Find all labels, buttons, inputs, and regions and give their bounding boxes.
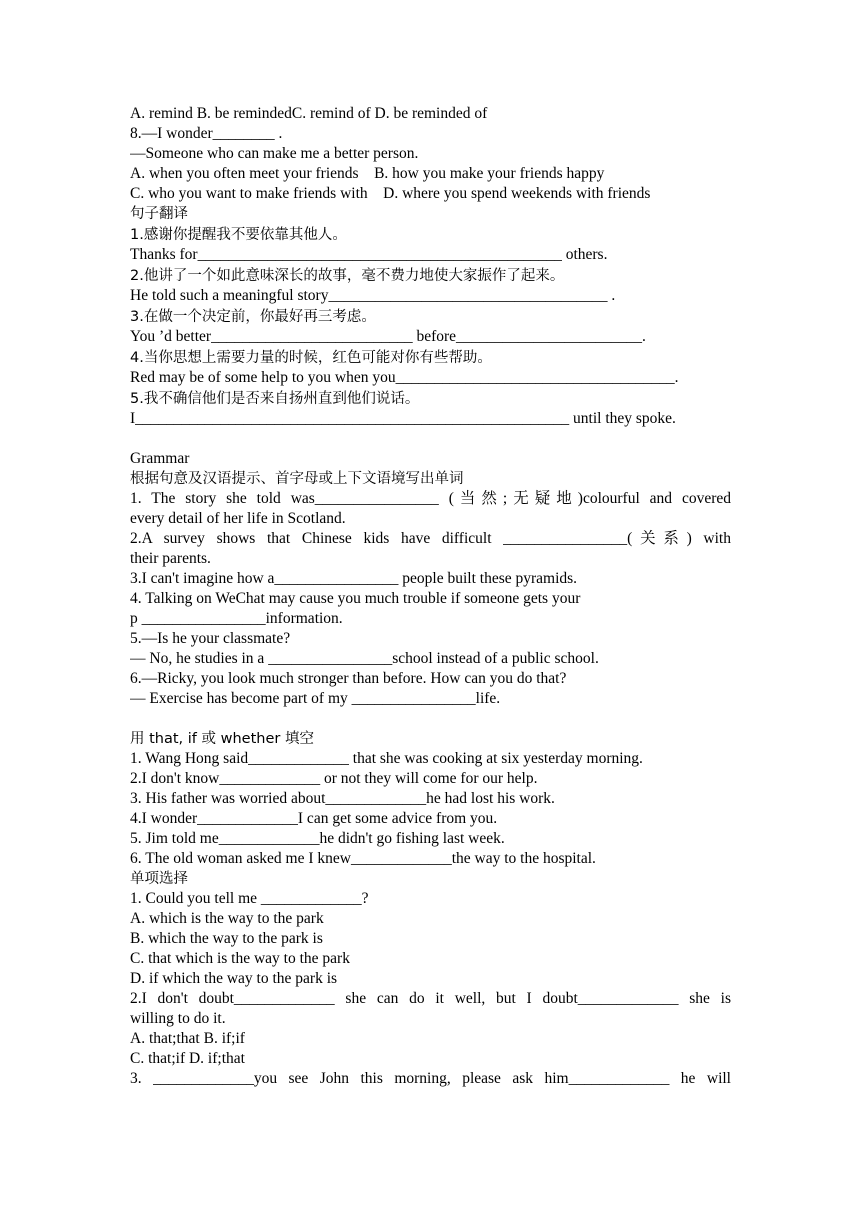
option-line: C. that;if D. if;that xyxy=(130,1050,245,1067)
option-line: D. if which the way to the park is xyxy=(130,970,338,987)
chinese-prompt: 5.我不确信他们是否来自扬州直到他们说话。 xyxy=(130,391,420,407)
question-line: 3.I can't imagine how a________________ people built these pyramids. xyxy=(130,570,578,587)
option-line: A. when you often meet your friends B. how you make your friends happy xyxy=(130,165,605,182)
question-line: 3. _____________you see John this morning, please ask him_____________ he will xyxy=(130,1070,731,1087)
fill-blank-line: You ’d better__________________________ before________________________. xyxy=(130,328,646,345)
fill-blank-line: He told such a meaningful story____________________________________ . xyxy=(130,287,616,304)
blank-spacer xyxy=(130,429,731,449)
option-line: B. which the way to the park is xyxy=(130,930,323,947)
question-line: 3. His father was worried about_____________he had lost his work. xyxy=(130,790,555,807)
question-line: 1. The story she told was________________ (当然;无疑地)colourful and covered xyxy=(130,490,731,507)
option-line: C. that which is the way to the park xyxy=(130,950,350,967)
fill-blank-line: I________________________________________________________ until they spoke. xyxy=(130,410,676,427)
question-line: 8.—I wonder________ . xyxy=(130,125,283,142)
question-line: p ________________information. xyxy=(130,610,343,627)
section-heading: Grammar xyxy=(130,450,190,467)
option-line: A. remind B. be remindedC. remind of D. be reminded of xyxy=(130,105,488,122)
question-line: 2.I don't doubt_____________ she can do it well, but I doubt_____________ she is xyxy=(130,990,731,1007)
chinese-prompt: 3.在做一个决定前，你最好再三考虑。 xyxy=(130,309,376,325)
option-line: A. that;that B. if;if xyxy=(130,1030,245,1047)
answer-line: —Someone who can make me a better person. xyxy=(130,145,419,162)
section-heading: 用 that, if 或 whether 填空 xyxy=(130,731,314,747)
question-line: 4. Talking on WeChat may cause you much trouble if someone gets your xyxy=(130,590,581,607)
section-heading: 句子翻译 xyxy=(130,206,188,222)
question-line: 1. Wang Hong said_____________ that she was cooking at six yesterday morning. xyxy=(130,750,643,767)
question-line: willing to do it. xyxy=(130,1010,226,1027)
worksheet-body xyxy=(130,104,731,1089)
question-line: 1. Could you tell me _____________? xyxy=(130,890,369,907)
question-line: 6.—Ricky, you look much stronger than before. How can you do that? xyxy=(130,670,567,687)
question-line: every detail of her life in Scotland. xyxy=(130,510,346,527)
question-line: 4.I wonder_____________I can get some advice from you. xyxy=(130,810,498,827)
option-line: A. which is the way to the park xyxy=(130,910,324,927)
question-line: 5.—Is he your classmate? xyxy=(130,630,291,647)
option-line: C. who you want to make friends with D. where you spend weekends with friends xyxy=(130,185,651,202)
fill-blank-line: Thanks for_______________________________________________ others. xyxy=(130,246,608,263)
chinese-prompt: 4.当你思想上需要力量的时候，红色可能对你有些帮助。 xyxy=(130,350,492,366)
chinese-prompt: 2.他讲了一个如此意味深长的故事，毫不费力地使大家振作了起来。 xyxy=(130,268,565,284)
fill-blank-line: Red may be of some help to you when you____________________________________. xyxy=(130,369,679,386)
blank-spacer xyxy=(130,709,731,729)
question-line: 6. The old woman asked me I knew_____________the way to the hospital. xyxy=(130,850,596,867)
section-instruction: 根据句意及汉语提示、首字母或上下文语境写出单词 xyxy=(130,471,464,487)
section-heading: 单项选择 xyxy=(130,871,188,887)
question-line: — No, he studies in a ________________school instead of a public school. xyxy=(130,650,599,667)
question-line: their parents. xyxy=(130,550,211,567)
question-line: 5. Jim told me_____________he didn't go fishing last week. xyxy=(130,830,505,847)
question-line: 2.I don't know_____________ or not they will come for our help. xyxy=(130,770,538,787)
question-line: 2.A survey shows that Chinese kids have difficult ________________(关系) with xyxy=(130,530,731,547)
question-line: — Exercise has become part of my ________________life. xyxy=(130,690,501,707)
chinese-prompt: 1.感谢你提醒我不要依靠其他人。 xyxy=(130,227,347,243)
